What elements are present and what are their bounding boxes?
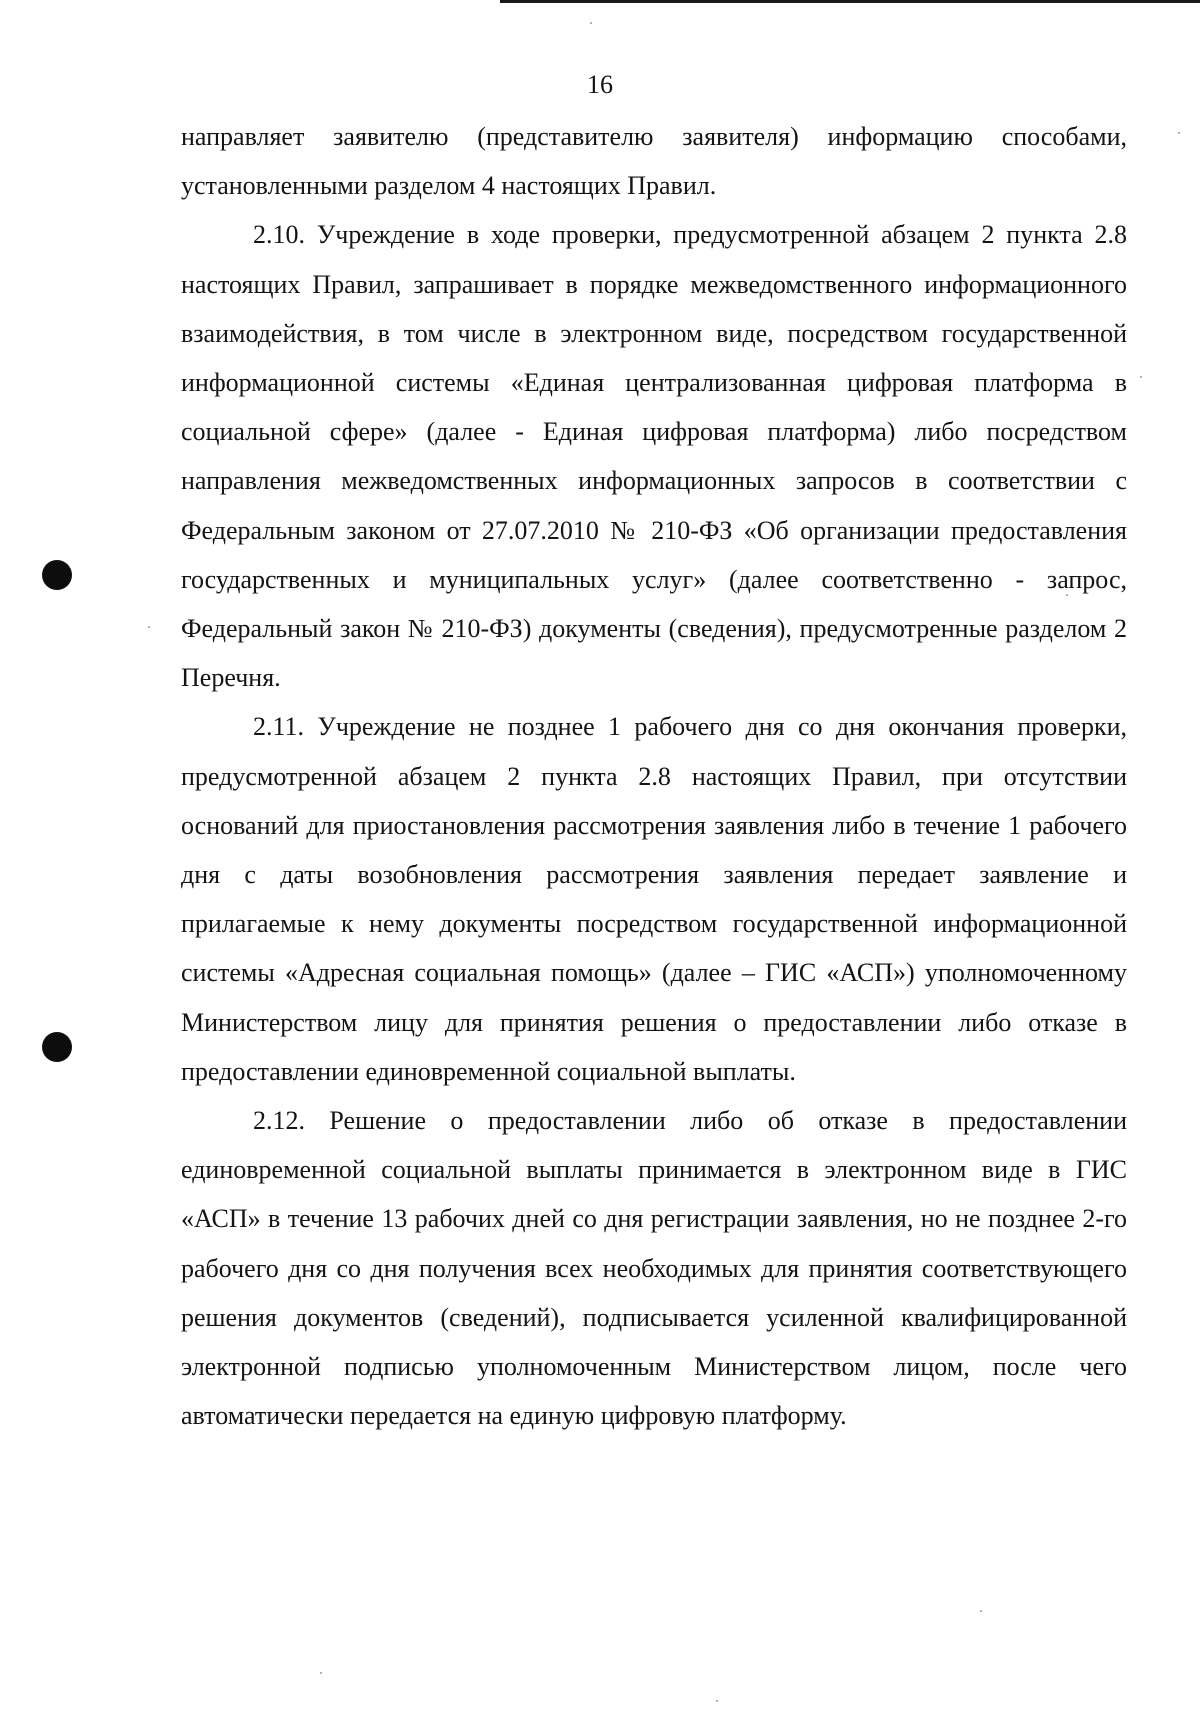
scan-speck: [320, 1672, 322, 1674]
paragraph-2-10: 2.10. Учреждение в ходе проверки, предусмотренной абзацем 2 пункта 2.8 настоящих Правил, запрашивает в порядке межведомственного информационного взаимодействия, в том числе в электронном виде, посредством государственной информационной системы «Единая централизованная цифровая платформа в социальной сфере» (далее - Единая цифровая платформа) либо посредством направления межведомственных информационных запросов в соответствии с Федеральным законом от 27.07.2010 № 210-ФЗ «Об организации предоставления государственных и муниципальных услуг» (далее соответственно - запрос, Федеральный закон № 210-ФЗ) документы (сведения), предусмотренные разделом 2 Перечня.: [181, 220, 1127, 693]
punch-hole-mark-bottom: [42, 1032, 72, 1062]
document-body: [181, 112, 1127, 1440]
scan-speck: [590, 22, 592, 24]
punch-hole-mark-top: [42, 560, 72, 590]
page-number: 16: [587, 70, 613, 99]
scan-speck: [1066, 594, 1068, 596]
paragraph-continuation: направляет заявителю (представителю заявителя) информацию способами, установленными разделом 4 настоящих Правил.: [181, 122, 1127, 201]
scan-speck: [1178, 132, 1180, 134]
scan-top-edge-line: [500, 0, 1200, 3]
scan-speck: [1140, 376, 1142, 378]
scan-speck: [980, 1610, 982, 1612]
scan-speck: [148, 626, 150, 628]
paragraph-2-12: 2.12. Решение о предоставлении либо об отказе в предоставлении единовременной социальной выплаты принимается в электронном виде в ГИС «АСП» в течение 13 рабочих дней со дня регистрации заявления, но не позднее 2-го рабочего дня со дня получения всех необходимых для принятия соответствующего решения документов (сведений), подписывается усиленной квалифицированной электронной подписью уполномоченным Министерством лицом, после чего автоматически передается на единую цифровую платформу.: [181, 1106, 1127, 1431]
paragraph-2-11: 2.11. Учреждение не позднее 1 рабочего дня со дня окончания проверки, предусмотренной абзацем 2 пункта 2.8 настоящих Правил, при отсутствии оснований для приостановления рассмотрения заявления либо в течение 1 рабочего дня с даты возобновления рассмотрения заявления передает заявление и прилагаемые к нему документы посредством государственной информационной системы «Адресная социальная помощь» (далее – ГИС «АСП») уполномоченному Министерством лицу для принятия решения о предоставлении либо отказе в предоставлении единовременной социальной выплаты.: [181, 712, 1127, 1086]
scan-speck: [716, 1700, 718, 1702]
